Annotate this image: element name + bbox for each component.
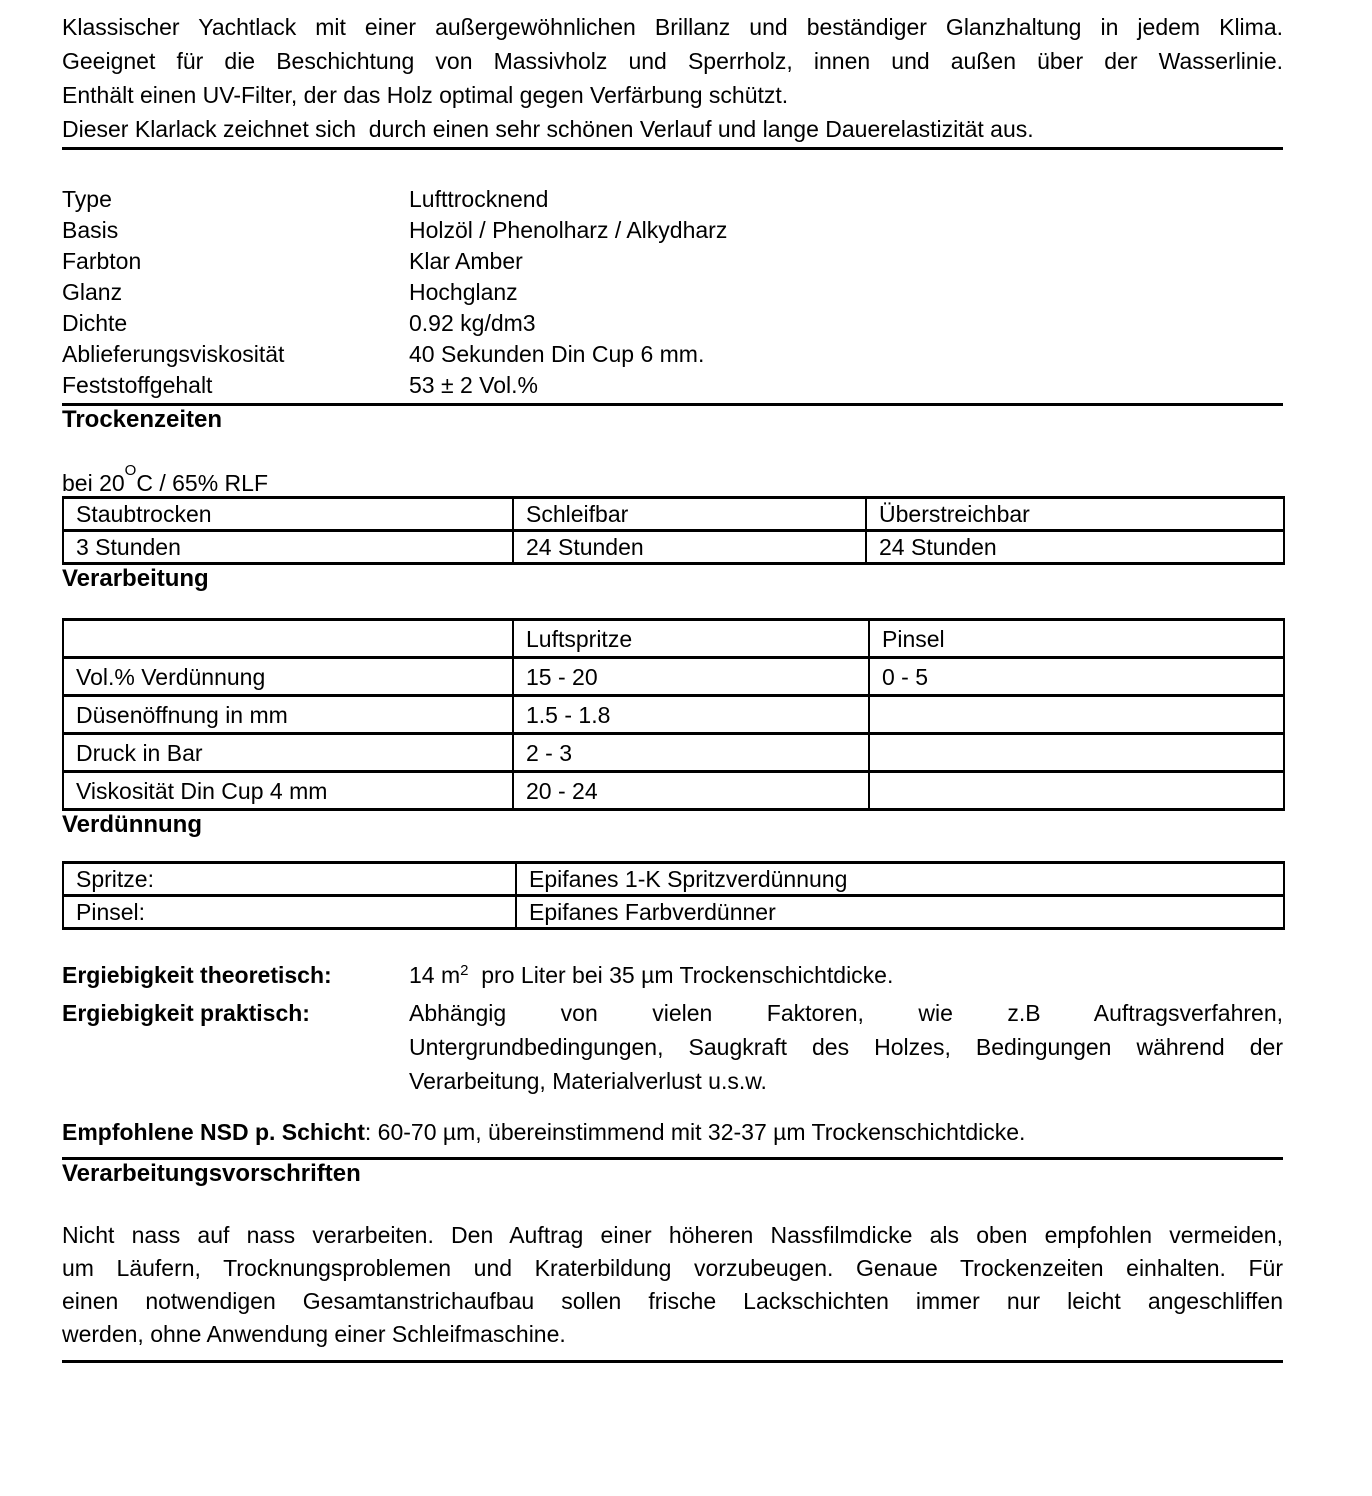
spec-row (62, 184, 1283, 215)
practical-line: Abhängig von vielen Faktoren, wie z.B Auftragsverfahren, (409, 1000, 1283, 1026)
spec-row (62, 308, 1283, 339)
spec-value: 40 Sekunden Din Cup 6 mm. (409, 341, 705, 367)
divider (62, 1360, 1283, 1363)
coverage-theoretical-label: Ergiebigkeit theoretisch: (62, 962, 332, 988)
recommended-label: Empfohlene NSD p. Schicht (62, 1119, 365, 1145)
instructions-line: Nicht nass auf nass verarbeiten. Den Auftrag einer höheren Nassfilmdicke als oben empfohlen vermeiden, (62, 1222, 1283, 1248)
spec-label: Glanz (62, 279, 123, 305)
condition-suffix: C / 65% RLF (136, 470, 268, 496)
table-cell: 20 - 24 (513, 772, 869, 810)
table-header-cell (63, 620, 513, 658)
recommended-nsd-line (62, 1118, 1283, 1146)
recommended-value: : 60-70 µm, übereinstimmend mit 32-37 µm Trockenschichtdicke. (364, 1119, 1026, 1145)
table-row (63, 896, 1284, 929)
instructions-paragraph (62, 1219, 1283, 1351)
table-cell: Vol.% Verdünnung (63, 658, 513, 696)
table-cell: 1.5 - 1.8 (513, 696, 869, 734)
table-cell: Düsenöffnung in mm (63, 696, 513, 734)
table-cell: Spritze: (63, 863, 516, 896)
instructions-line: einen notwendigen Gesamtanstrichaufbau sollen frische Lackschichten immer nur leicht angeschliffen (62, 1288, 1283, 1314)
table-header-cell: Schleifbar (513, 498, 866, 531)
table-row (63, 734, 1284, 772)
table-cell: 2 - 3 (513, 734, 869, 772)
table-cell (869, 696, 1284, 734)
superscript-2: 2 (460, 962, 469, 979)
table-header-cell: Pinsel (869, 620, 1284, 658)
instructions-line: um Läufern, Trocknungsproblemen und Kraterbildung vorzubeugen. Genaue Trockenzeiten einhalten. Für (62, 1255, 1283, 1281)
coverage-practical-value (409, 996, 1283, 1098)
intro-line: Enthält einen UV-Filter, der das Holz optimal gegen Verfärbung schützt. (62, 82, 789, 108)
table-row (63, 863, 1284, 896)
spec-label: Dichte (62, 310, 128, 336)
table-header-cell: Überstreichbar (866, 498, 1284, 531)
table-row (63, 772, 1284, 810)
processing-table (62, 618, 1285, 811)
practical-line: Untergrundbedingungen, Saugkraft des Holzes, Bedingungen während der (409, 1034, 1283, 1060)
spec-row (62, 277, 1283, 308)
spec-value: Lufttrocknend (409, 186, 549, 212)
table-cell: 24 Stunden (513, 531, 866, 564)
table-header-cell: Luftspritze (513, 620, 869, 658)
spec-label: Farbton (62, 248, 142, 274)
value-suffix: pro Liter bei 35 µm Trockenschichtdicke. (468, 962, 894, 988)
table-cell: Druck in Bar (63, 734, 513, 772)
coverage-practical-label: Ergiebigkeit praktisch: (62, 1000, 310, 1026)
table-row (63, 658, 1284, 696)
table-cell: Epifanes 1-K Spritzverdünnung (516, 863, 1284, 896)
table-cell: Viskosität Din Cup 4 mm (63, 772, 513, 810)
spec-label: Ablieferungsviskosität (62, 341, 285, 367)
section-heading-verarbeitungsvorschriften: Verarbeitungsvorschriften (62, 1160, 361, 1187)
section-heading-trockenzeiten: Trockenzeiten (62, 406, 223, 433)
spec-label: Basis (62, 217, 119, 243)
drying-condition (62, 462, 1283, 496)
table-cell: 24 Stunden (866, 531, 1284, 564)
intro-line: Dieser Klarlack zeichnet sich durch einen sehr schönen Verlauf und lange Dauerelastizität aus. (62, 116, 1034, 142)
coverage-theoretical-value (409, 958, 1283, 996)
instructions-line: werden, ohne Anwendung einer Schleifmaschine. (62, 1321, 566, 1347)
intro-line: Klassischer Yachtlack mit einer außergewöhnlichen Brillanz und beständiger Glanzhaltung in jedem Klima. (62, 14, 1283, 40)
table-cell: Pinsel: (63, 896, 516, 929)
table-row (63, 531, 1284, 564)
table-cell (869, 772, 1284, 810)
table-cell: 3 Stunden (63, 531, 513, 564)
spec-value: 53 ± 2 Vol.% (409, 372, 538, 398)
table-cell: 0 - 5 (869, 658, 1284, 696)
spec-value: Klar Amber (409, 248, 523, 274)
spec-value: 0.92 kg/dm3 (409, 310, 536, 336)
section-heading-verarbeitung: Verarbeitung (62, 565, 209, 592)
divider (62, 147, 1283, 150)
condition-prefix: bei 20 (62, 470, 125, 496)
coverage-practical-row (62, 996, 1283, 1098)
coverage-theoretical-row (62, 958, 1283, 996)
spec-row (62, 370, 1283, 401)
intro-paragraph (62, 0, 1283, 146)
spec-row (62, 339, 1283, 370)
section-heading-verduennung: Verdünnung (62, 811, 202, 838)
table-row (63, 498, 1284, 531)
spec-row (62, 215, 1283, 246)
intro-line: Geeignet für die Beschichtung von Massivholz und Sperrholz, innen und außen über der Wasserlinie. (62, 48, 1283, 74)
value-prefix: 14 m (409, 962, 461, 988)
spec-value: Holzöl / Phenolharz / Alkydharz (409, 217, 728, 243)
drying-times-table (62, 496, 1285, 565)
spec-row (62, 246, 1283, 277)
table-cell (869, 734, 1284, 772)
table-cell: 15 - 20 (513, 658, 869, 696)
degree-symbol: O (124, 462, 137, 480)
table-row (63, 620, 1284, 658)
spec-label: Type (62, 186, 112, 212)
thinning-table (62, 861, 1285, 930)
table-cell: Epifanes Farbverdünner (516, 896, 1284, 929)
spec-list (62, 184, 1283, 401)
coverage-block (62, 958, 1283, 1098)
spec-value: Hochglanz (409, 279, 518, 305)
practical-line: Verarbeitung, Materialverlust u.s.w. (409, 1068, 767, 1094)
table-header-cell: Staubtrocken (63, 498, 513, 531)
table-row (63, 696, 1284, 734)
spec-label: Feststoffgehalt (62, 372, 213, 398)
